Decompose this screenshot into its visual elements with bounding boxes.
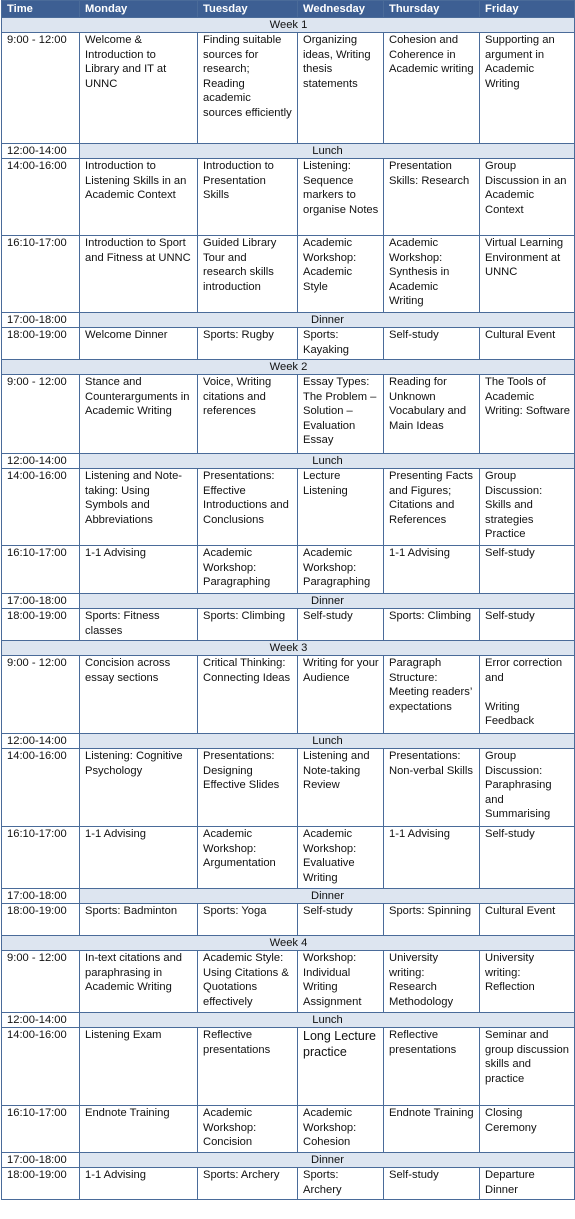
session-friday: Error correction and Writing Feedback [480,656,575,734]
session-tuesday: Introduction to Presentation Skills [198,159,298,236]
session-friday: Seminar and group discussion skills and practice [480,1028,575,1106]
session-friday: Group Discussion: Skills and strategies Practice [480,469,575,546]
session-row [2,1028,575,1106]
session-row [2,904,575,936]
break-row [2,734,575,749]
session-row [2,328,575,360]
session-friday: Closing Ceremony [480,1106,575,1153]
break-label: Dinner [80,1153,575,1168]
break-label: Dinner [80,313,575,328]
week-title: Week 2 [2,360,575,375]
break-row [2,889,575,904]
session-wednesday: Listening: Sequence markers to organise Notes [298,159,384,236]
break-label: Lunch [80,734,575,749]
break-label: Lunch [80,454,575,469]
time-slot: 14:00-16:00 [2,749,80,827]
week-row [2,641,575,656]
time-slot: 14:00-16:00 [2,469,80,546]
session-wednesday: Academic Workshop: Evaluative Writing [298,827,384,889]
session-monday: Stance and Counterarguments in Academic Writing [80,375,198,454]
session-friday: Group Discussion: Paraphrasing and Summarising [480,749,575,827]
session-monday: Listening and Note-taking: Using Symbols and Abbreviations [80,469,198,546]
session-thursday: 1-1 Advising [384,546,480,594]
session-monday: 1-1 Advising [80,1168,198,1200]
session-monday: 1-1 Advising [80,827,198,889]
time-slot: 17:00-18:00 [2,594,80,609]
session-thursday: Paragraph Structure: Meeting readers’ expectations [384,656,480,734]
week-row [2,18,575,33]
session-row [2,236,575,313]
break-row [2,1013,575,1028]
session-row [2,375,575,454]
session-thursday: Self-study [384,328,480,360]
session-tuesday: Academic Workshop: Paragraphing [198,546,298,594]
time-slot: 14:00-16:00 [2,1028,80,1106]
time-slot: 12:00-14:00 [2,734,80,749]
session-friday: Departure Dinner [480,1168,575,1200]
header-thursday: Thursday [384,1,480,18]
session-friday: Self-study [480,827,575,889]
session-row [2,1168,575,1200]
timetable-header [2,1,575,18]
session-friday: Group Discussion in an Academic Context [480,159,575,236]
session-wednesday: Academic Workshop: Paragraphing [298,546,384,594]
timetable-body [2,18,575,1200]
session-tuesday: Reflective presentations [198,1028,298,1106]
session-tuesday: Critical Thinking: Connecting Ideas [198,656,298,734]
session-monday: 1-1 Advising [80,546,198,594]
session-row [2,1106,575,1153]
time-slot: 12:00-14:00 [2,1013,80,1028]
time-slot: 18:00-19:00 [2,904,80,936]
session-thursday: Presenting Facts and Figures; Citations and References [384,469,480,546]
week-title: Week 4 [2,936,575,951]
session-row [2,159,575,236]
break-label: Dinner [80,594,575,609]
session-wednesday: Writing for your Audience [298,656,384,734]
break-label: Dinner [80,889,575,904]
time-slot: 18:00-19:00 [2,328,80,360]
session-wednesday: Lecture Listening [298,469,384,546]
session-wednesday: Self-study [298,609,384,641]
time-slot: 17:00-18:00 [2,889,80,904]
session-thursday: Self-study [384,1168,480,1200]
time-slot: 16:10-17:00 [2,546,80,594]
header-monday: Monday [80,1,198,18]
session-monday: In-text citations and paraphrasing in Academic Writing [80,951,198,1013]
header-friday: Friday [480,1,575,18]
time-slot: 18:00-19:00 [2,609,80,641]
session-wednesday: Academic Workshop: Cohesion [298,1106,384,1153]
session-monday: Listening Exam [80,1028,198,1106]
time-slot: 17:00-18:00 [2,1153,80,1168]
session-friday: Virtual Learning Environment at UNNC [480,236,575,313]
session-friday: Supporting an argument in Academic Writing [480,33,575,144]
session-thursday: University writing: Research Methodology [384,951,480,1013]
session-wednesday: Essay Types: The Problem – Solution – Evaluation Essay [298,375,384,454]
session-tuesday: Sports: Yoga [198,904,298,936]
break-label: Lunch [80,144,575,159]
time-slot: 16:10-17:00 [2,1106,80,1153]
time-slot: 14:00-16:00 [2,159,80,236]
session-monday: Welcome & Introduction to Library and IT at UNNC [80,33,198,144]
time-slot: 18:00-19:00 [2,1168,80,1200]
session-tuesday: Sports: Archery [198,1168,298,1200]
time-slot: 16:10-17:00 [2,827,80,889]
session-wednesday: Organizing ideas, Writing thesis statements [298,33,384,144]
week-row [2,936,575,951]
time-slot: 12:00-14:00 [2,144,80,159]
time-slot: 9:00 - 12:00 [2,33,80,144]
session-tuesday: Presentations: Effective Introductions and Conclusions [198,469,298,546]
time-slot: 16:10-17:00 [2,236,80,313]
session-wednesday: Self-study [298,904,384,936]
session-row [2,33,575,144]
week-title: Week 1 [2,18,575,33]
session-thursday: Academic Workshop: Synthesis in Academic Writing [384,236,480,313]
session-wednesday: Listening and Note-taking Review [298,749,384,827]
session-wednesday: Academic Workshop: Academic Style [298,236,384,313]
time-slot: 12:00-14:00 [2,454,80,469]
break-row [2,313,575,328]
session-wednesday: Sports: Kayaking [298,328,384,360]
week-title: Week 3 [2,641,575,656]
session-friday: Cultural Event [480,328,575,360]
session-thursday: 1-1 Advising [384,827,480,889]
session-tuesday: Voice, Writing citations and references [198,375,298,454]
break-row [2,594,575,609]
session-thursday: Endnote Training [384,1106,480,1153]
time-slot: 9:00 - 12:00 [2,656,80,734]
session-wednesday: Sports: Archery [298,1168,384,1200]
session-row [2,749,575,827]
session-row [2,546,575,594]
session-wednesday: Long Lecture practice [298,1028,384,1106]
header-row [2,1,575,18]
session-friday: Self-study [480,609,575,641]
break-label: Lunch [80,1013,575,1028]
session-row [2,827,575,889]
break-row [2,144,575,159]
session-tuesday: Academic Style: Using Citations & Quotations effectively [198,951,298,1013]
session-thursday: Presentations: Non-verbal Skills [384,749,480,827]
session-friday: Cultural Event [480,904,575,936]
session-friday: University writing: Reflection [480,951,575,1013]
session-monday: Sports: Badminton [80,904,198,936]
break-row [2,1153,575,1168]
time-slot: 9:00 - 12:00 [2,375,80,454]
header-wednesday: Wednesday [298,1,384,18]
session-friday: The Tools of Academic Writing: Software [480,375,575,454]
time-slot: 17:00-18:00 [2,313,80,328]
session-monday: Introduction to Sport and Fitness at UNNC [80,236,198,313]
session-monday: Listening: Cognitive Psychology [80,749,198,827]
time-slot: 9:00 - 12:00 [2,951,80,1013]
session-monday: Introduction to Listening Skills in an Academic Context [80,159,198,236]
session-monday: Concision across essay sections [80,656,198,734]
header-tuesday: Tuesday [198,1,298,18]
break-row [2,454,575,469]
session-thursday: Presentation Skills: Research [384,159,480,236]
session-tuesday: Sports: Rugby [198,328,298,360]
session-thursday: Cohesion and Coherence in Academic writing [384,33,480,144]
session-thursday: Reflective presentations [384,1028,480,1106]
session-monday: Endnote Training [80,1106,198,1153]
session-tuesday: Guided Library Tour and research skills introduction [198,236,298,313]
session-tuesday: Sports: Climbing [198,609,298,641]
session-row [2,609,575,641]
session-row [2,469,575,546]
week-row [2,360,575,375]
session-tuesday: Presentations: Designing Effective Slides [198,749,298,827]
session-tuesday: Academic Workshop: Concision [198,1106,298,1153]
session-monday: Sports: Fitness classes [80,609,198,641]
session-row [2,951,575,1013]
session-tuesday: Academic Workshop: Argumentation [198,827,298,889]
session-friday: Self-study [480,546,575,594]
session-thursday: Sports: Spinning [384,904,480,936]
timetable [1,0,575,1200]
session-wednesday: Workshop: Individual Writing Assignment [298,951,384,1013]
session-tuesday: Finding suitable sources for research; Reading academic sources efficiently [198,33,298,144]
session-row [2,656,575,734]
session-thursday: Reading for Unknown Vocabulary and Main Ideas [384,375,480,454]
session-thursday: Sports: Climbing [384,609,480,641]
header-time: Time [2,1,80,18]
session-monday: Welcome Dinner [80,328,198,360]
